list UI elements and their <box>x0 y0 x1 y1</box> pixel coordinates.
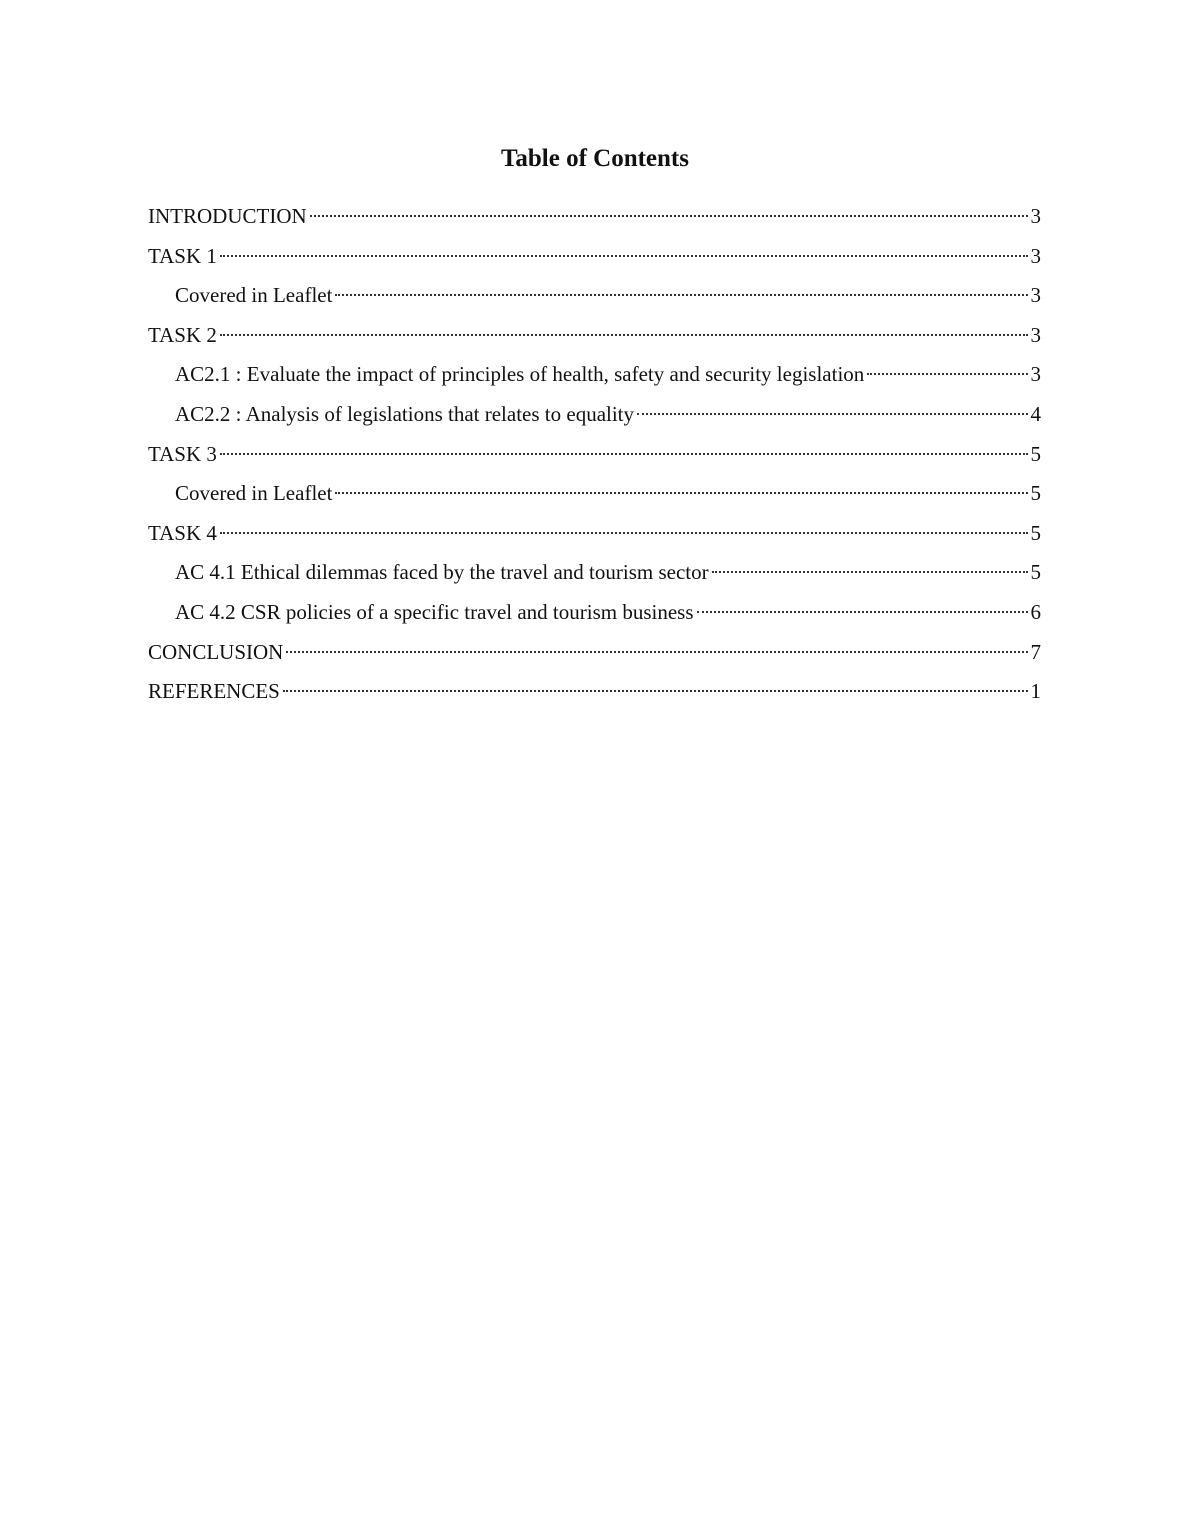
toc-entry-page: 1 <box>1030 679 1041 704</box>
toc-entry-page: 4 <box>1030 401 1041 426</box>
toc-entry-task-2[interactable] <box>148 316 1041 356</box>
toc-entry-page: 3 <box>1030 322 1041 347</box>
dot-leader <box>867 373 1027 375</box>
toc-title: Table of Contents <box>501 145 689 172</box>
toc-entry-introduction[interactable] <box>148 197 1041 237</box>
toc-entry-ac2-1[interactable] <box>148 355 1041 395</box>
dot-leader <box>220 453 1028 455</box>
toc-entry-page: 5 <box>1030 481 1041 506</box>
toc-entry-page: 3 <box>1030 243 1041 268</box>
toc-entry-label: TASK 3 <box>148 441 217 466</box>
toc-entry-references[interactable] <box>148 672 1041 712</box>
dot-leader <box>637 413 1027 415</box>
toc-entry-label: TASK 2 <box>148 322 217 347</box>
toc-entry-label: TASK 1 <box>148 243 217 268</box>
toc-entry-label: CONCLUSION <box>148 639 284 664</box>
dot-leader <box>310 215 1028 217</box>
toc-entry-task-3[interactable] <box>148 435 1041 475</box>
toc-entry-page: 7 <box>1030 639 1041 664</box>
toc-entry-ac4-1[interactable] <box>148 553 1041 593</box>
toc-entry-conclusion[interactable] <box>148 633 1041 673</box>
dot-leader <box>220 532 1028 534</box>
toc-entry-label: Covered in Leaflet <box>175 283 333 308</box>
toc-entry-label: INTRODUCTION <box>148 204 307 228</box>
toc-entry-label: AC2.1 : Evaluate the impact of principles of health, safety and security legislation <box>175 362 865 387</box>
dot-leader <box>335 294 1027 296</box>
toc-entry-task-1-leaflet[interactable] <box>148 276 1041 316</box>
toc-entry-label: AC 4.2 CSR policies of a specific travel and tourism business <box>175 599 694 624</box>
dot-leader <box>286 651 1027 653</box>
toc-entry-label: AC2.2 : Analysis of legislations that relates to equality <box>175 401 635 426</box>
toc-entry-page: 5 <box>1030 441 1041 466</box>
toc-list <box>148 197 1041 712</box>
toc-entry-ac4-2[interactable] <box>148 593 1041 633</box>
toc-entry-ac2-2[interactable] <box>148 395 1041 435</box>
toc-entry-task-3-leaflet[interactable] <box>148 474 1041 514</box>
dot-leader <box>220 255 1028 257</box>
dot-leader <box>335 492 1027 494</box>
toc-entry-page: 5 <box>1030 520 1041 545</box>
dot-leader <box>712 571 1028 573</box>
toc-entry-page: 5 <box>1030 560 1041 585</box>
toc-entry-page: 3 <box>1030 362 1041 387</box>
toc-entry-label: REFERENCES <box>148 679 280 704</box>
dot-leader <box>220 334 1028 336</box>
dot-leader <box>283 690 1028 692</box>
toc-entry-page: 3 <box>1030 283 1041 308</box>
toc-entry-label: Covered in Leaflet <box>175 481 333 506</box>
toc-entry-task-1[interactable] <box>148 237 1041 277</box>
toc-entry-label: AC 4.1 Ethical dilemmas faced by the travel and tourism sector <box>175 560 709 585</box>
toc-entry-label: TASK 4 <box>148 520 217 545</box>
toc-entry-page: 3 <box>1030 204 1041 228</box>
toc-entry-page: 6 <box>1030 599 1041 624</box>
toc-entry-task-4[interactable] <box>148 514 1041 554</box>
dot-leader <box>697 611 1028 613</box>
